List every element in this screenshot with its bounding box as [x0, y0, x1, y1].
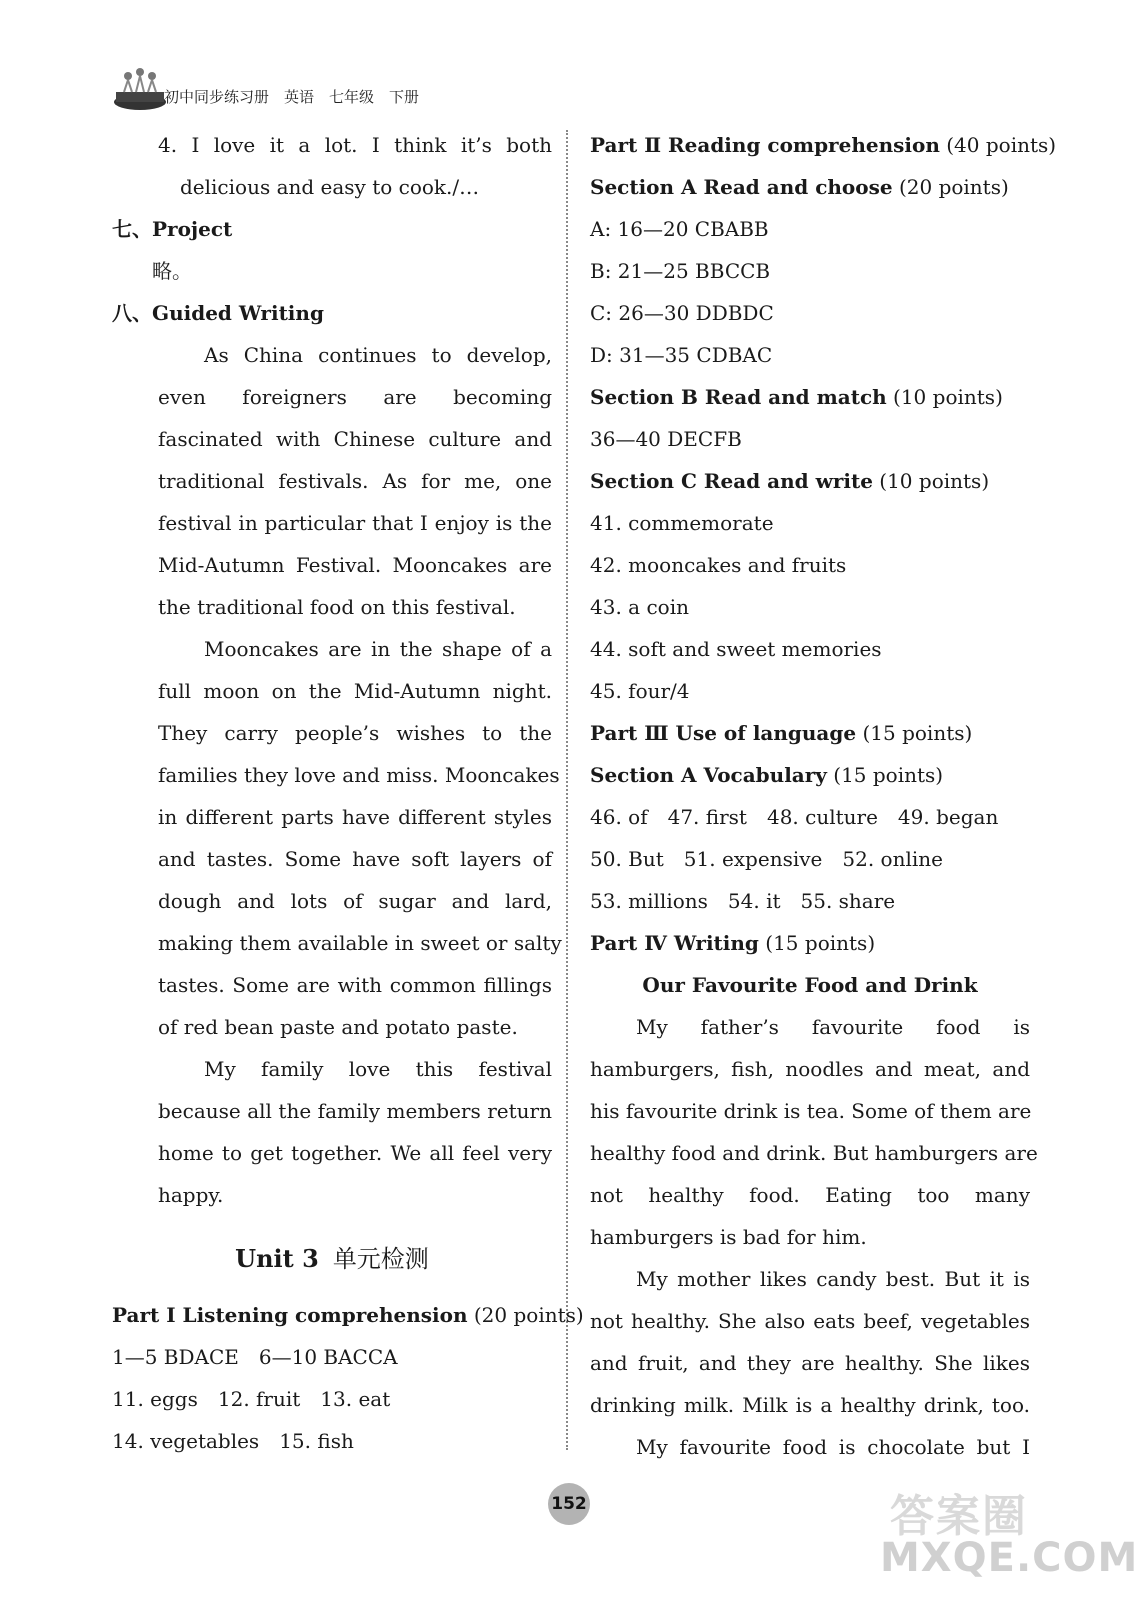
essay-paragraph-2 — [590, 1258, 1030, 1426]
part1-heading-label: Part Ⅰ Listening comprehension — [112, 1303, 468, 1327]
text-line: festival in particular that I enjoy is the — [158, 511, 552, 535]
text-line: drinking milk. Milk is a healthy drink, too. — [590, 1393, 1030, 1417]
part4-heading-label: Part Ⅳ Writing — [590, 931, 759, 955]
part4-points: (15 points) — [765, 931, 876, 955]
part1-points: (20 points) — [473, 1303, 584, 1327]
part1-heading — [112, 1294, 584, 1336]
answer-line: 36—40 DECFB — [590, 427, 742, 451]
left-column — [112, 124, 584, 1462]
section-b-heading-label: Section B Read and match — [590, 385, 887, 409]
text-line: My father’s favourite food is — [636, 1015, 1030, 1039]
section-heading-guided-writing: 八、Guided Writing — [112, 301, 324, 325]
text-line: My favourite food is chocolate but I — [636, 1435, 1030, 1459]
guided-writing-paragraph-1 — [112, 334, 552, 628]
part4-heading — [590, 922, 1030, 964]
text-line: They carry people’s wishes to the — [158, 721, 552, 745]
essay-paragraph-3 — [590, 1426, 1030, 1468]
section-a-heading — [590, 166, 1030, 208]
essay-paragraph-1 — [590, 1006, 1038, 1258]
text-line: As China continues to develop, — [204, 343, 552, 367]
answer-line: 14. vegetables 15. fish — [112, 1429, 354, 1453]
section-c-heading-label: Section C Read and write — [590, 469, 873, 493]
text-line: even foreigners are becoming — [158, 385, 552, 409]
project-text: 略。 — [152, 259, 192, 283]
text-line: My family love this festival — [204, 1057, 552, 1081]
part2-heading-label: Part Ⅱ Reading comprehension — [590, 133, 940, 157]
section-b-points: (10 points) — [893, 385, 1003, 409]
answer-line: 44. soft and sweet memories — [590, 637, 882, 661]
answer-line: B: 21—25 BBCCB — [590, 259, 771, 283]
text-line: tastes. Some are with common fillings — [158, 973, 552, 997]
vocabulary-heading-label: Section A Vocabulary — [590, 763, 827, 787]
text-line: hamburgers, fish, noodles and meat, and — [590, 1057, 1030, 1081]
part3-heading-label: Part Ⅲ Use of language — [590, 721, 857, 745]
text-line: not healthy. She also eats beef, vegetables — [590, 1309, 1030, 1333]
text-line: Mid-Autumn Festival. Mooncakes are — [158, 553, 552, 577]
unit-subtitle: 单元检测 — [332, 1245, 429, 1273]
answer-line: 45. four/4 — [590, 679, 690, 703]
text-line: families they love and miss. Mooncakes — [158, 763, 560, 787]
column-divider — [566, 130, 568, 1450]
answer-line: 50. But 51. expensive 52. online — [590, 847, 943, 871]
watermark-logo: 答案圈 — [890, 1491, 1028, 1542]
text-line: of red bean paste and potato paste. — [158, 1015, 518, 1039]
header-title: 初中同步练习册 英语 七年级 下册 — [164, 88, 420, 106]
vocabulary-heading — [590, 754, 1030, 796]
text-line: hamburgers is bad for him. — [590, 1225, 867, 1249]
part3-heading — [590, 712, 1030, 754]
section-c-points: (10 points) — [879, 469, 990, 493]
text-line: happy. — [158, 1183, 224, 1207]
text-line: healthy food and drink. But hamburgers are — [590, 1141, 1038, 1165]
text-line: Mooncakes are in the shape of a — [204, 637, 552, 661]
text-line: making them available in sweet or salty — [158, 931, 562, 955]
section-a-heading-label: Section A Read and choose — [590, 175, 893, 199]
part2-points: (40 points) — [946, 133, 1057, 157]
text-line: fascinated with Chinese culture and — [158, 427, 552, 451]
text-line: and fruit, and they are healthy. She likes — [590, 1351, 1030, 1375]
answer-line: 41. commemorate — [590, 511, 774, 535]
guided-writing-paragraph-3 — [112, 1048, 552, 1216]
unit-title-label: Unit 3 — [235, 1244, 319, 1273]
text-line: My mother likes candy best. But it is — [636, 1267, 1030, 1291]
text-line: and tastes. Some have soft layers of — [158, 847, 552, 871]
section-heading-project: 七、Project — [112, 217, 233, 241]
text-line: full moon on the Mid-Autumn night. — [158, 679, 552, 703]
page-number: 152 — [548, 1483, 590, 1525]
text-line: not healthy food. Eating too many — [590, 1183, 1030, 1207]
text-line: his favourite drink is tea. Some of them are — [590, 1099, 1032, 1123]
text-line: 4. I love it a lot. I think it’s both — [158, 133, 552, 157]
text-line: because all the family members return — [158, 1099, 552, 1123]
vocabulary-points: (15 points) — [833, 763, 944, 787]
unit-title — [112, 1224, 552, 1294]
text-line: delicious and easy to cook./… — [180, 175, 480, 199]
text-line: traditional festivals. As for me, one — [158, 469, 552, 493]
text-line: the traditional food on this festival. — [158, 595, 516, 619]
text-line: dough and lots of sugar and lard, — [158, 889, 552, 913]
essay-title: Our Favourite Food and Drink — [642, 973, 978, 997]
answer-line: 42. mooncakes and fruits — [590, 553, 847, 577]
text-line: home to get together. We all feel very — [158, 1141, 552, 1165]
answer-line: 46. of 47. first 48. culture 49. began — [590, 805, 999, 829]
answer-line: 53. millions 54. it 55. share — [590, 889, 896, 913]
answer-line: 1—5 BDACE 6—10 BACCA — [112, 1345, 398, 1369]
part2-heading — [590, 124, 1057, 166]
answer-line: D: 31—35 CDBAC — [590, 343, 773, 367]
answer-line: 11. eggs 12. fruit 13. eat — [112, 1387, 391, 1411]
guided-writing-paragraph-2 — [112, 628, 562, 1048]
section-c-heading — [590, 460, 1030, 502]
text-line: in different parts have different styles — [158, 805, 552, 829]
answer-line: 43. a coin — [590, 595, 689, 619]
section-a-points: (20 points) — [898, 175, 1009, 199]
right-column — [590, 124, 1057, 1468]
answer-item-4 — [112, 124, 552, 208]
section-b-heading — [590, 376, 1030, 418]
part3-points: (15 points) — [862, 721, 973, 745]
answer-line: A: 16—20 CBABB — [590, 217, 769, 241]
watermark-url: MXQE.COM — [880, 1535, 1138, 1581]
answer-line: C: 26—30 DDBDC — [590, 301, 774, 325]
book-logo-icon — [112, 64, 168, 112]
